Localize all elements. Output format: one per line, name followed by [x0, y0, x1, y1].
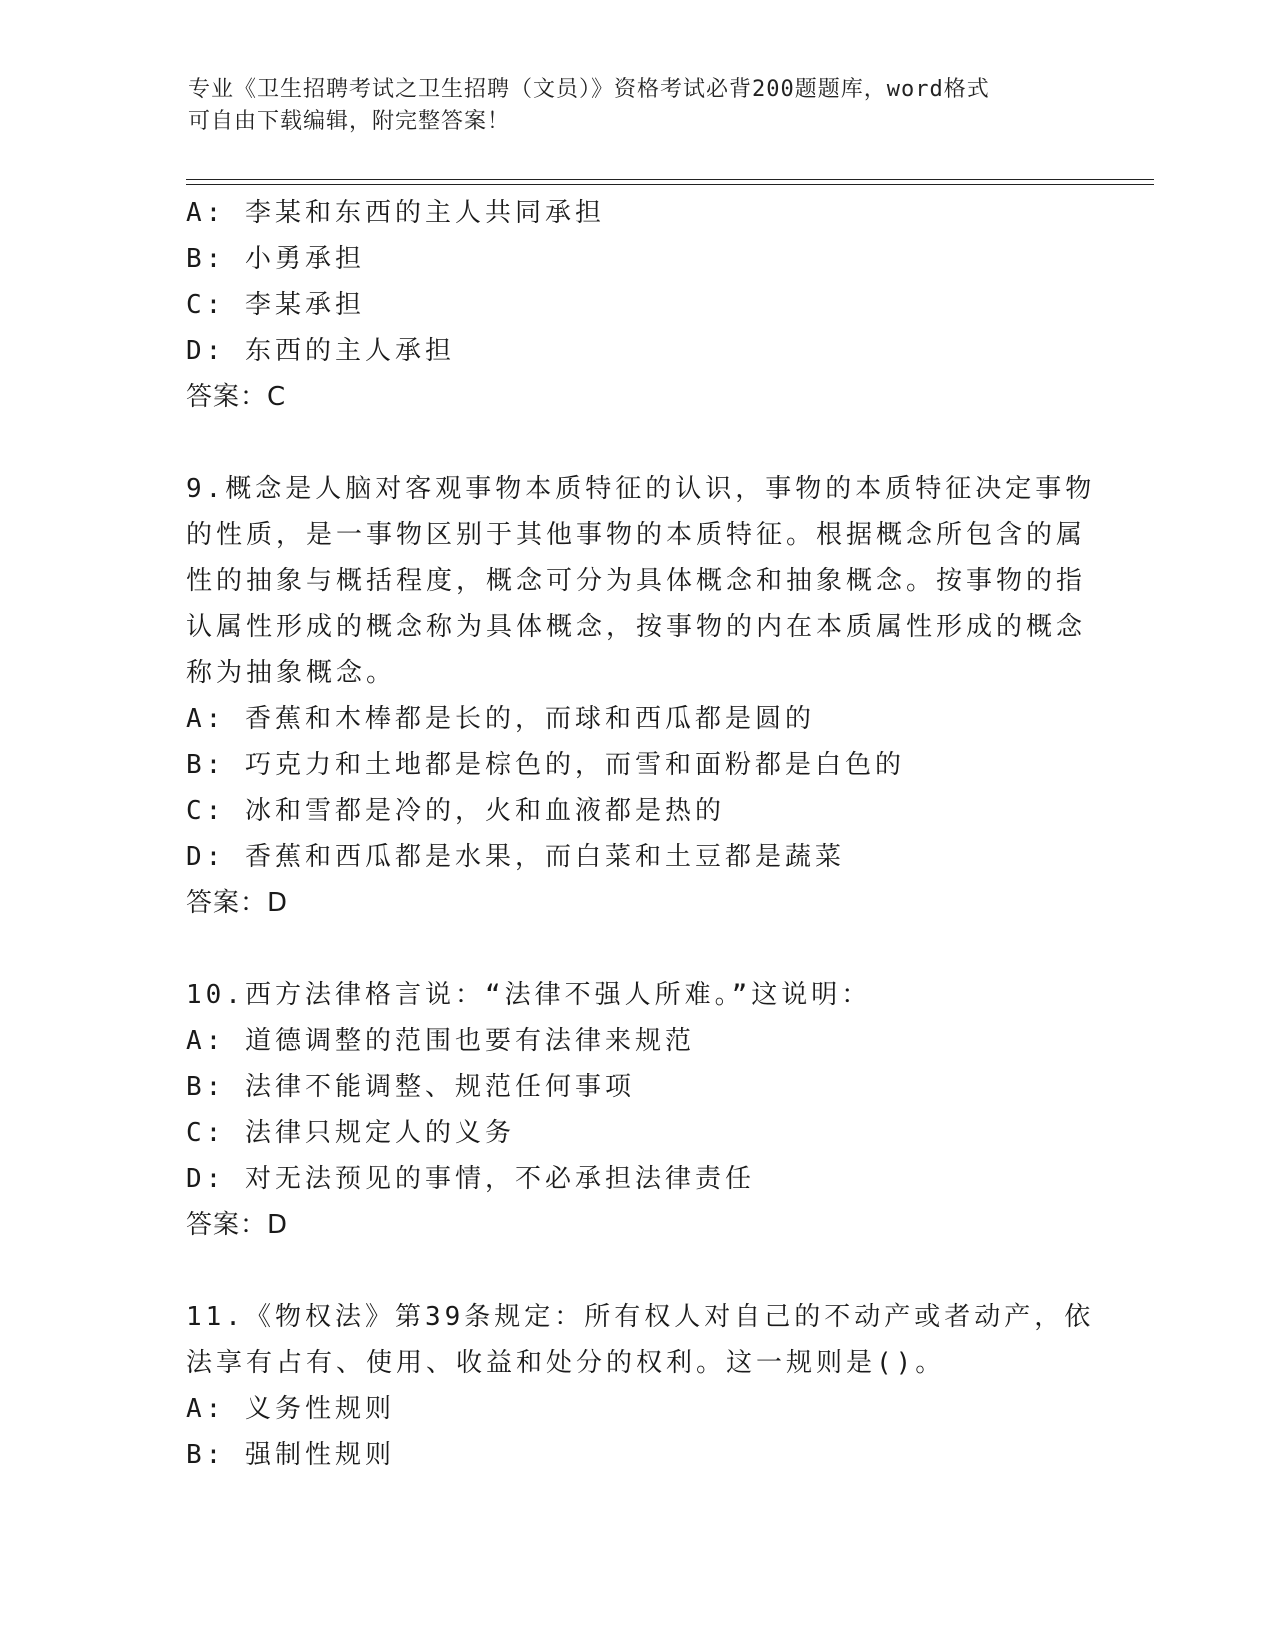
question-stem-line: 认属性形成的概念称为具体概念，按事物的内在本质属性形成的概念: [186, 612, 1087, 642]
question-stem-line: 10.西方法律格言说：“法律不强人所难。”这说明：: [186, 980, 872, 1010]
spacer: [186, 420, 1066, 466]
option-a: A: 道德调整的范围也要有法律来规范: [186, 1026, 695, 1056]
spacer: [186, 926, 1066, 972]
option-c: C: 法律只规定人的义务: [186, 1118, 515, 1148]
question-stem-line: 11.《物权法》第39条规定：所有权人对自己的不动产或者动产，依: [186, 1302, 1095, 1332]
question-10: [186, 972, 1066, 1248]
option-d: D: 香蕉和西瓜都是水果，而白菜和土豆都是蔬菜: [186, 842, 845, 872]
header-divider-bottom: [186, 184, 1154, 185]
option-a: A: 李某和东西的主人共同承担: [186, 198, 605, 228]
answer: 答案：D: [186, 888, 289, 918]
header-divider-top: [186, 179, 1154, 180]
question-8: [186, 190, 1066, 420]
option-a: A: 义务性规则: [186, 1394, 395, 1424]
option-d: D: 对无法预见的事情，不必承担法律责任: [186, 1164, 755, 1194]
header-line-2: 可自由下载编辑，附完整答案！: [188, 109, 511, 134]
option-b: B: 巧克力和土地都是棕色的，而雪和面粉都是白色的: [186, 750, 905, 780]
answer: 答案：C: [186, 382, 287, 412]
question-content: [186, 190, 1096, 1478]
option-b: B: 法律不能调整、规范任何事项: [186, 1072, 635, 1102]
option-c: C: 李某承担: [186, 290, 365, 320]
question-stem-line: 称为抽象概念。: [186, 658, 397, 688]
answer: 答案：D: [186, 1210, 289, 1240]
option-c: C: 冰和雪都是冷的，火和血液都是热的: [186, 796, 725, 826]
question-stem-line: 的性质，是一事物区别于其他事物的本质特征。根据概念所包含的属: [186, 520, 1087, 550]
option-d: D: 东西的主人承担: [186, 336, 455, 366]
document-header: [188, 74, 1068, 138]
option-a: A: 香蕉和木棒都是长的，而球和西瓜都是圆的: [186, 704, 815, 734]
spacer: [186, 1248, 1066, 1294]
question-stem-line: 性的抽象与概括程度，概念可分为具体概念和抽象概念。按事物的指: [186, 566, 1087, 596]
header-line-1: 专业《卫生招聘考试之卫生招聘（文员）》资格考试必背200题题库，word格式: [188, 77, 990, 102]
option-b: B: 小勇承担: [186, 244, 365, 274]
question-9: [186, 466, 1096, 926]
question-stem-line: 法享有占有、使用、收益和处分的权利。这一规则是()。: [186, 1348, 946, 1378]
question-stem-line: 9.概念是人脑对客观事物本质特征的认识，事物的本质特征决定事物: [186, 474, 1096, 504]
option-b: B: 强制性规则: [186, 1440, 395, 1470]
question-11: [186, 1294, 1095, 1478]
